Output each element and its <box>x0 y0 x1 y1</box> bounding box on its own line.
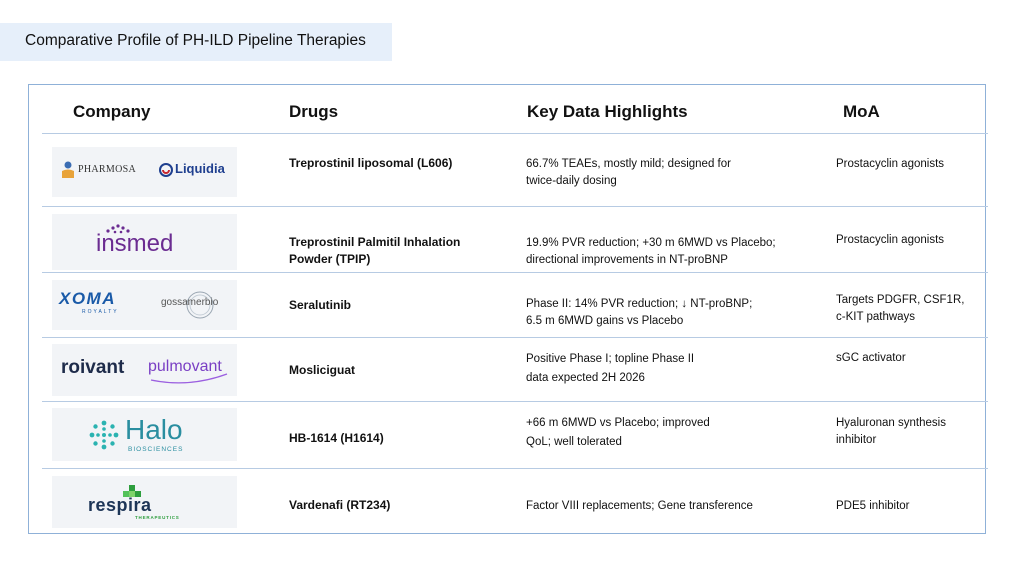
key-data-line: 66.7% TEAEs, mostly mild; designed for <box>526 158 731 170</box>
row-divider <box>42 272 988 273</box>
key-data-line: QoL; well tolerated <box>526 436 622 448</box>
key-data-line: Factor VIII replacements; Gene transference <box>526 500 753 512</box>
moa-line: inhibitor <box>836 434 877 446</box>
drug-name: Seralutinib <box>289 298 352 312</box>
drug-name-line: Treprostinil Palmitil Inhalation <box>289 235 461 249</box>
row-divider <box>42 337 988 338</box>
company-logo-halo <box>52 408 237 461</box>
header-key-data: Key Data Highlights <box>527 102 688 121</box>
pharmosa-wordmark: PHARMOSA <box>78 164 136 175</box>
moa-cell <box>836 350 906 367</box>
company-logo-pharmosa-liquidia <box>52 147 237 197</box>
moa-line: Prostacyclin agonists <box>836 234 945 246</box>
moa-cell <box>836 292 964 326</box>
header-company: Company <box>73 102 151 121</box>
key-data-line: Phase II: 14% PVR reduction; ↓ NT-proBNP; <box>526 298 753 310</box>
key-data-line: 19.9% PVR reduction; +30 m 6MWD vs Placebo; <box>526 237 776 249</box>
gossamer-wordmark: gossamerbio <box>161 297 219 308</box>
moa-cell <box>836 156 944 173</box>
moa-cell <box>836 415 946 449</box>
halo-flower-icon <box>88 419 120 451</box>
moa-line: c-KIT pathways <box>836 311 916 323</box>
drug-name: HB-1614 (H1614) <box>289 431 384 445</box>
key-data-line: +66 m 6MWD vs Placebo; improved <box>526 417 710 429</box>
row-divider <box>42 468 988 469</box>
respira-wordmark: respira <box>88 495 152 515</box>
row-divider <box>42 401 988 402</box>
moa-line: Prostacyclin agonists <box>836 158 945 170</box>
key-data-line: directional improvements in NT-proBNP <box>526 254 728 266</box>
liquidia-logo-icon <box>159 163 173 177</box>
key-data-line: data expected 2H 2026 <box>526 372 645 384</box>
insmed-wordmark: insmed <box>96 230 174 257</box>
pulmovant-wordmark: pulmovant <box>148 358 222 375</box>
pharmosa-logo-icon <box>61 161 75 179</box>
xoma-royalty-text: ROYALTY <box>82 309 119 315</box>
moa-line: PDE5 inhibitor <box>836 500 910 512</box>
company-logo-roivant-pulmovant <box>52 344 237 396</box>
drug-name <box>289 234 460 268</box>
title-banner <box>0 23 392 61</box>
key-data-cell <box>526 414 710 452</box>
liquidia-wordmark: Liquidia <box>175 161 225 176</box>
key-data-cell <box>526 350 694 388</box>
moa-cell <box>836 498 910 515</box>
key-data-cell <box>526 498 753 515</box>
key-data-line: 6.5 m 6MWD gains vs Placebo <box>526 315 684 327</box>
respira-therapeutics-text: THERAPEUTICS <box>135 515 180 520</box>
key-data-cell <box>526 156 731 190</box>
row-divider <box>42 206 988 207</box>
key-data-cell <box>526 235 776 269</box>
moa-cell <box>836 232 944 249</box>
moa-line: Hyaluronan synthesis <box>836 417 946 429</box>
company-logo-respira <box>52 476 237 528</box>
pulmovant-swoosh-icon <box>147 352 231 386</box>
row-divider <box>42 133 988 134</box>
company-logo-xoma-gossamer <box>52 280 237 330</box>
drug-name: Vardenafi (RT234) <box>289 498 391 512</box>
halo-biosciences-text: BIOSCIENCES <box>128 446 184 453</box>
drug-name-line: Powder (TPIP) <box>289 252 371 266</box>
key-data-line: Positive Phase I; topline Phase II <box>526 353 695 365</box>
xoma-wordmark: XOMA <box>59 289 116 308</box>
header-moa: MoA <box>843 102 880 121</box>
drug-name: Mosliciguat <box>289 363 356 377</box>
moa-line: sGC activator <box>836 352 906 364</box>
roivant-wordmark: roivant <box>61 357 125 378</box>
key-data-line: twice-daily dosing <box>526 175 617 187</box>
header-drugs: Drugs <box>289 102 339 121</box>
page-title: Comparative Profile of PH-ILD Pipeline Therapies <box>25 32 366 49</box>
halo-wordmark: Halo <box>125 414 183 445</box>
key-data-cell <box>526 296 752 330</box>
drug-name: Treprostinil liposomal (L606) <box>289 156 453 170</box>
moa-line: Targets PDGFR, CSF1R, <box>836 294 965 306</box>
company-logo-insmed <box>52 214 237 270</box>
